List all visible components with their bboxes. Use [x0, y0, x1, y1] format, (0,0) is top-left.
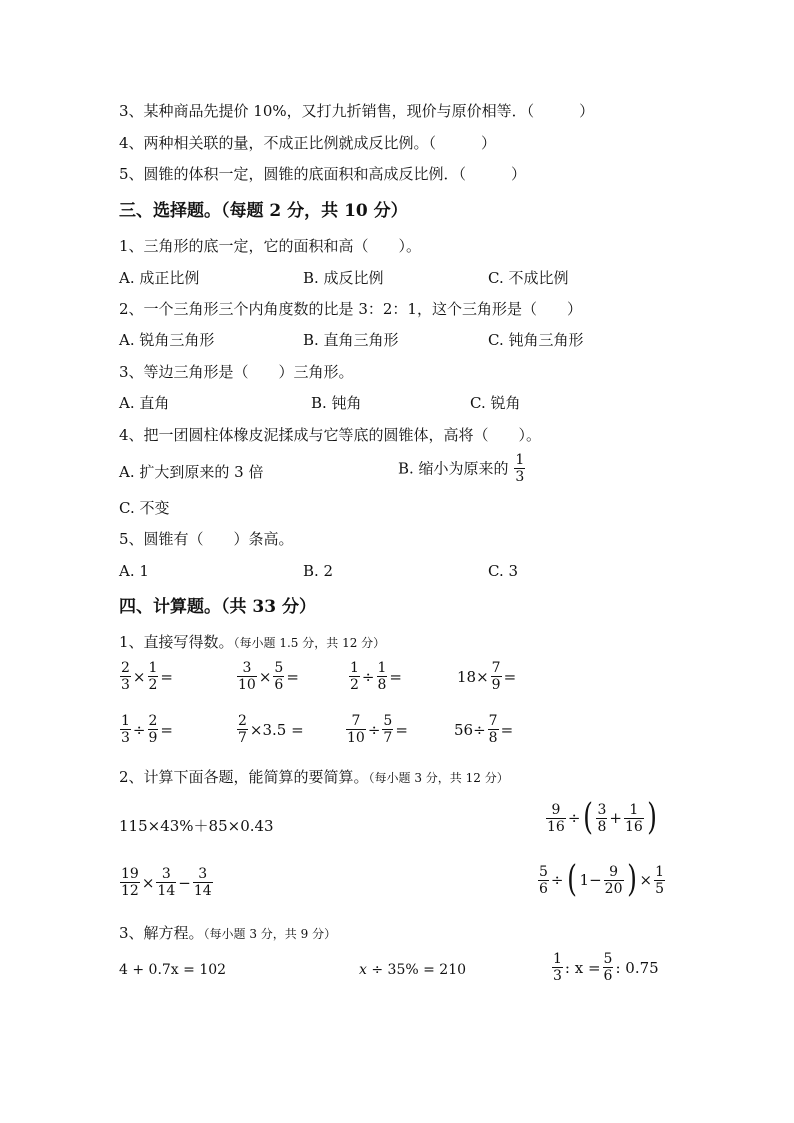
choice-q4-b-text: B. 缩小为原来的	[398, 459, 509, 478]
calc-part3-note: （每小题 3 分，共 9 分）	[203, 927, 337, 941]
expr-2-3-times-1-2: $\frac{2}{3}$ × $\frac{1}{2}$ =	[121, 660, 173, 693]
expr-3-10-times-5-6: $\frac{3}{10}$ × $\frac{5}{6}$ =	[238, 660, 299, 693]
calc-part2-note: （每小题 3 分，共 12 分）	[368, 771, 509, 785]
choice-q4-c: C. 不变	[119, 499, 170, 517]
judge-q4: 4、两种相关联的量，不成正比例就成反比例。（ ）	[119, 134, 497, 152]
equation-ratio: $\frac{1}{3}$ : x = $\frac{5}{6}$ : 0.75	[553, 951, 659, 984]
section3-heading: 三、选择题。（每题 2 分，共 10 分）	[119, 201, 408, 221]
choice-q3-b: B. 钝角	[311, 394, 362, 412]
expr-9-16-div-paren: $\frac{9}{16}$ ÷( $\frac{3}{8}$ + $\frac{1}{16}$ )	[547, 797, 657, 838]
expr-1-3-div-2-9: $\frac{1}{3}$ ÷ $\frac{2}{9}$ =	[121, 713, 173, 746]
choice-q3: 3、等边三角形是（ ）三角形。	[119, 363, 354, 381]
choice-q5: 5、圆锥有（ ）条高。	[119, 530, 294, 548]
choice-q4-b	[398, 452, 526, 485]
choice-q4: 4、把一团圆柱体橡皮泥揉成与它等底的圆锥体，高将（ ）。	[119, 426, 542, 444]
choice-q5-b: B. 2	[303, 562, 334, 580]
choice-q2-b: B. 直角三角形	[303, 331, 399, 349]
choice-q3-a: A. 直角	[119, 394, 170, 412]
choice-q2-c: C. 钝角三角形	[488, 331, 584, 349]
expr-19-12-times-3-14: $\frac{19}{12}$ × $\frac{3}{14}$ − $\frac{3}{14}$	[121, 866, 212, 899]
choice-q5-a: A. 1	[119, 562, 149, 580]
calc-part1-title	[119, 632, 385, 653]
judge-q3: 3、某种商品先提价 10%，又打九折销售，现价与原价相等．（ ）	[119, 102, 595, 120]
calc-part1-note: （每小题 1.5 分，共 12 分）	[233, 636, 386, 650]
expr-5-6-div-paren: $\frac{5}{6}$ ÷( 1− $\frac{9}{20}$ ) × $\frac{1}{5}$	[539, 859, 665, 900]
judge-q5: 5、圆锥的体积一定，圆锥的底面积和高成反比例．（ ）	[119, 165, 527, 183]
calc-part1-label: 1、直接写得数。	[119, 633, 234, 651]
expr-2-7-times-3.5: $\frac{2}{7}$ ×3.5 =	[238, 713, 304, 746]
calc-part3-title	[119, 923, 336, 944]
choice-q1-a: A. 成正比例	[119, 269, 200, 287]
section4-heading: 四、计算题。（共 33 分）	[119, 597, 316, 617]
expr-1-2-div-1-8: $\frac{1}{2}$ ÷ $\frac{1}{8}$ =	[350, 660, 402, 693]
calc-part2-title	[119, 767, 509, 788]
expr-7-10-div-5-7: $\frac{7}{10}$ ÷ $\frac{5}{7}$ =	[347, 713, 408, 746]
equation-x-div-35pct: x ÷ 35% = 210	[359, 962, 467, 978]
choice-q1-c: C. 不成比例	[488, 269, 569, 287]
calc-part2-label: 2、计算下面各题，能简算的要简算。	[119, 768, 369, 786]
expr-18-times-7-9: 18× $\frac{7}{9}$ =	[457, 660, 517, 693]
choice-q4-a: A. 扩大到原来的 3 倍	[119, 463, 264, 481]
choice-q1: 1、三角形的底一定，它的面积和高（ ）。	[119, 237, 422, 255]
choice-q1-b: B. 成反比例	[303, 269, 384, 287]
expr-115-43pct: 115×43%＋85×0.43	[119, 817, 274, 835]
choice-q2-a: A. 锐角三角形	[119, 331, 215, 349]
expr-56-div-7-8: 56÷ $\frac{7}{8}$ =	[454, 713, 514, 746]
fraction-one-third: $\frac{1}{3}$	[515, 452, 525, 485]
equation-4-plus-0.7x: 4 + 0.7x = 102	[119, 962, 227, 978]
choice-q3-c: C. 锐角	[470, 394, 521, 412]
choice-q5-c: C. 3	[488, 562, 519, 580]
calc-part3-label: 3、解方程。	[119, 924, 204, 942]
choice-q2: 2、一个三角形三个内角度数的比是 3：2：1，这个三角形是（ ）	[119, 300, 582, 318]
